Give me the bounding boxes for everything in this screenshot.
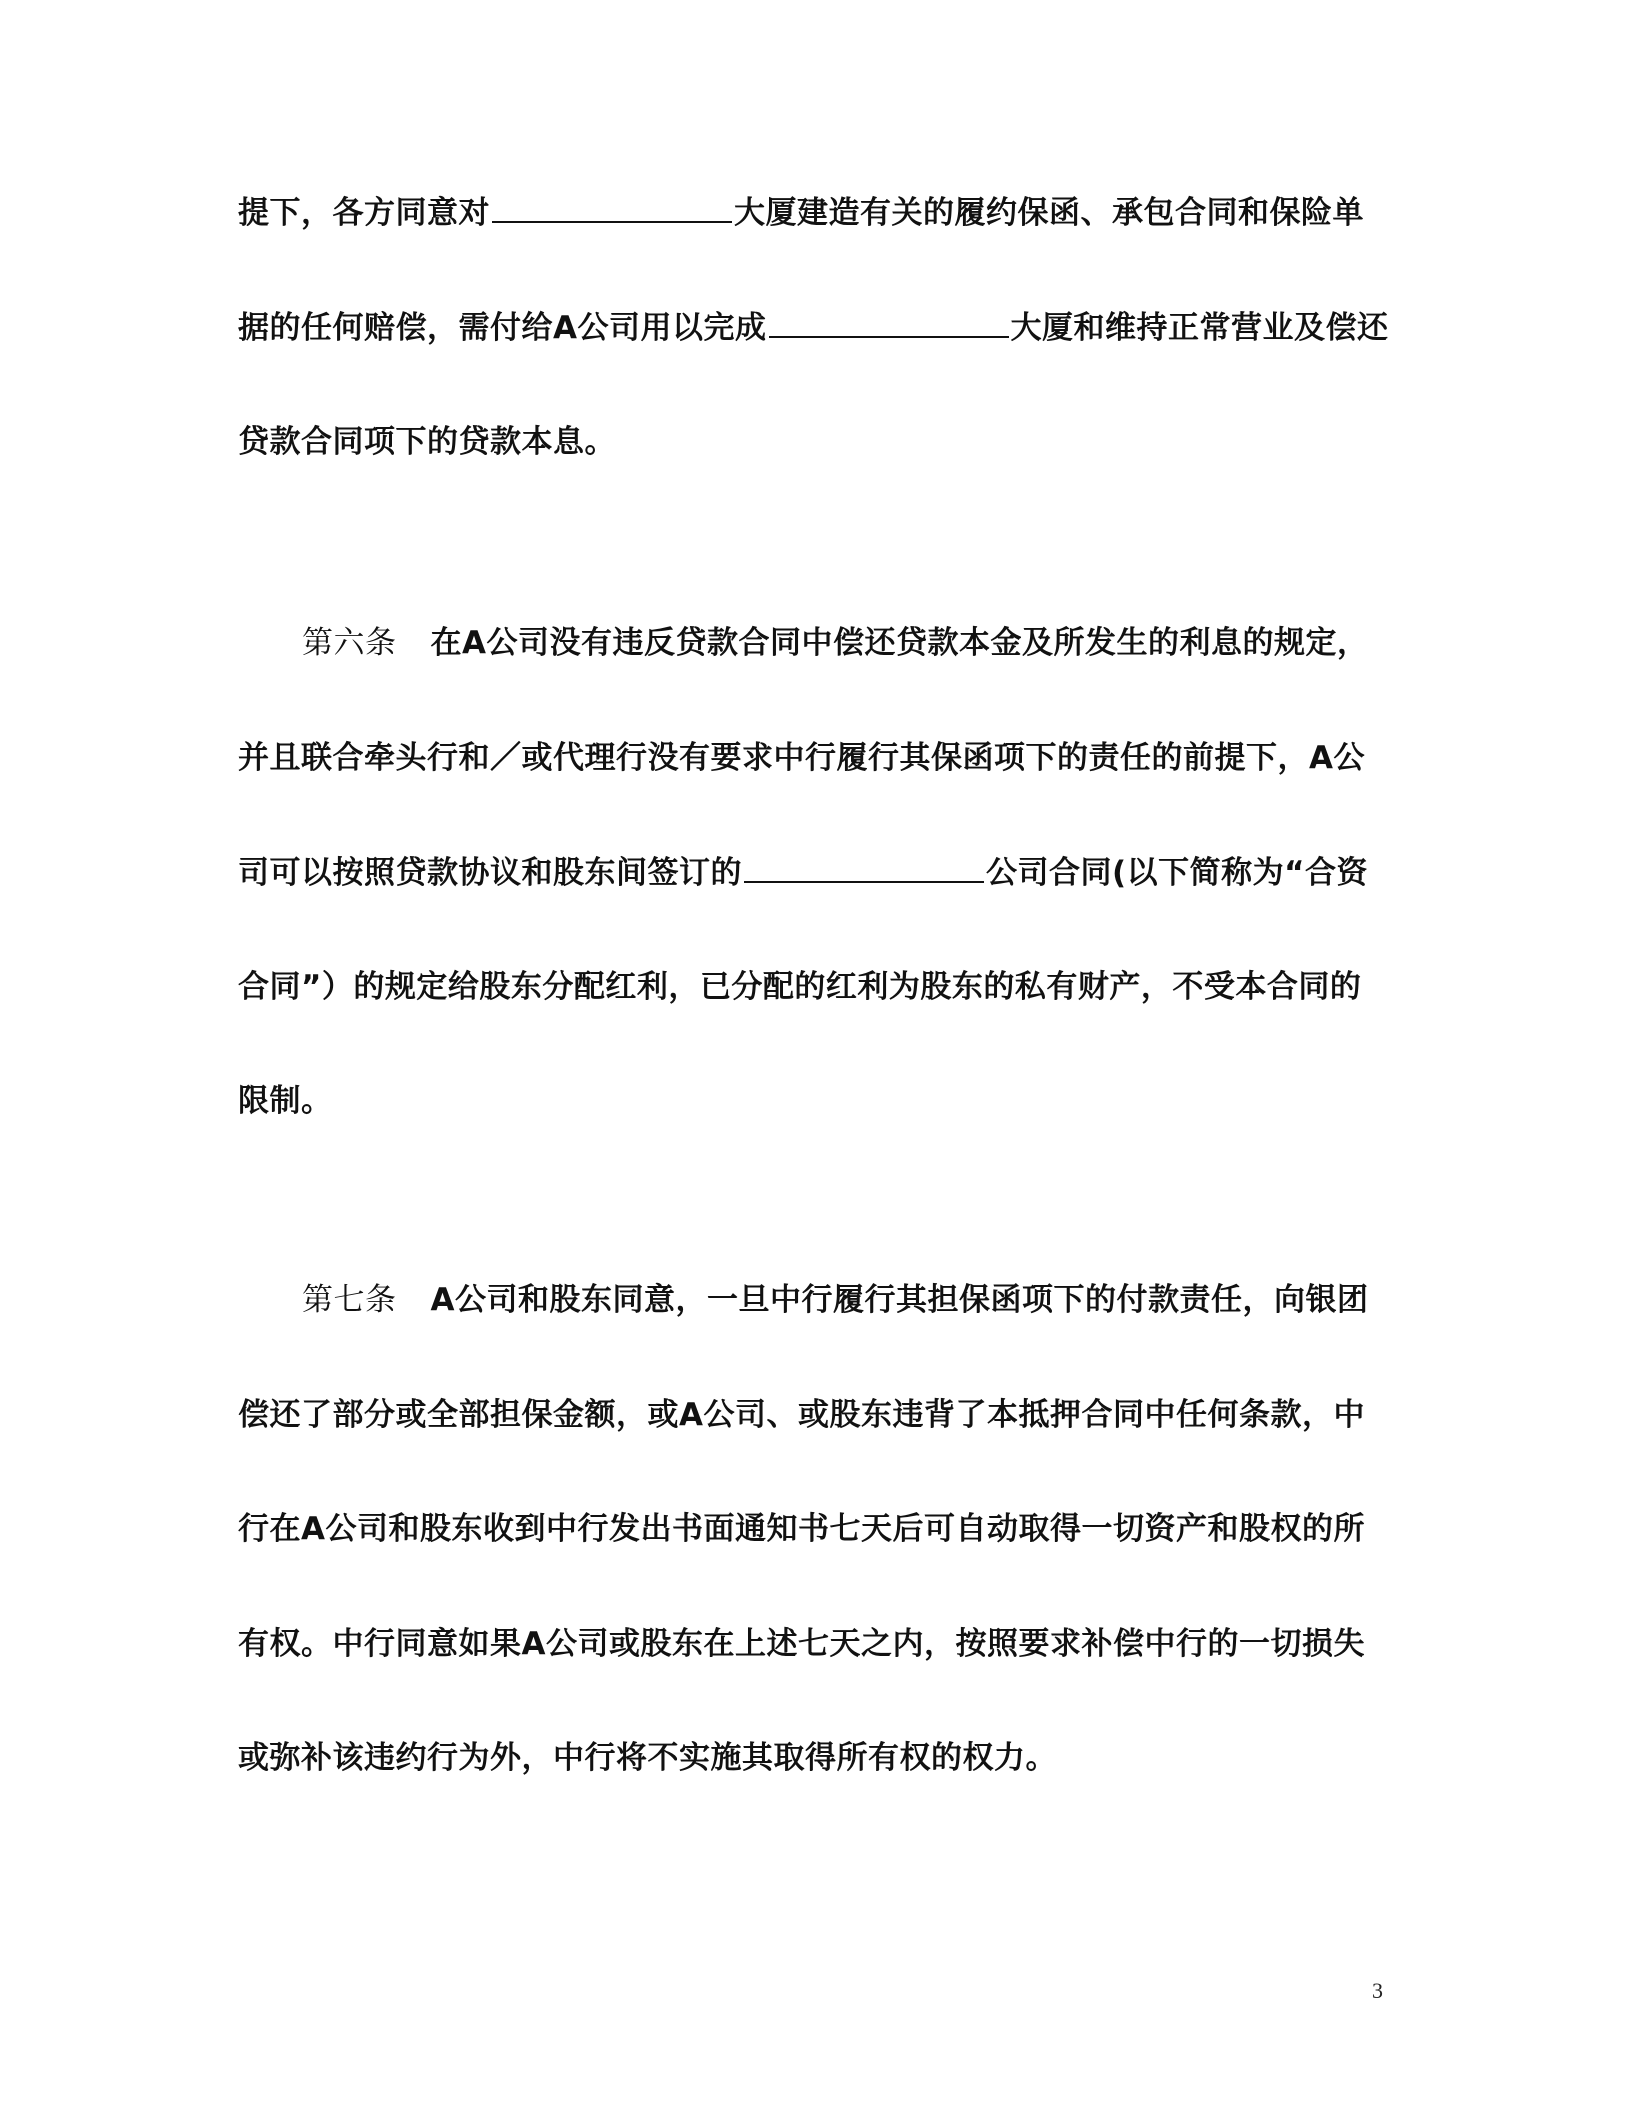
article-5-line-2 bbox=[238, 308, 1388, 348]
article-6-line-1-text: 在A公司没有违反贷款合同中偿还贷款本金及所发生的利息的规定， bbox=[430, 625, 1369, 661]
article-7-line-3: 行在A公司和股东收到中行发出书面通知书七天后可自动取得一切资产和股权的所 bbox=[238, 1511, 1365, 1547]
article-7-label: 第七条 bbox=[302, 1282, 397, 1318]
article-6-line-3 bbox=[238, 853, 1388, 893]
article-7-line-1 bbox=[302, 1280, 1452, 1320]
article-7-line-4: 有权。中行同意如果A公司或股东在上述七天之内，按照要求补偿中行的一切损失 bbox=[238, 1626, 1365, 1662]
article-5-line-1-text-a: 提下，各方同意对 bbox=[238, 195, 490, 231]
article-5-line-1-text-b: 大厦建造有关的履约保函、承包合同和保险单 bbox=[734, 195, 1364, 231]
article-5-line-2-text-a: 据的任何赔偿，需付给A公司用以完成 bbox=[238, 310, 767, 346]
article-6-line-4: 合同”）的规定给股东分配红利，已分配的红利为股东的私有财产，不受本合同的 bbox=[238, 969, 1362, 1005]
article-6-line-1 bbox=[302, 623, 1452, 663]
page-number: 3 bbox=[1372, 1978, 1383, 2003]
article-7-line-5: 或弥补该违约行为外，中行将不实施其取得所有权的权力。 bbox=[238, 1740, 1057, 1776]
article-5-line-2-text-b: 大厦和维持正常营业及偿还 bbox=[1010, 310, 1389, 346]
article-5-line-1 bbox=[238, 193, 1388, 233]
article-6-line-2: 并且联合牵头行和／或代理行没有要求中行履行其保函项下的责任的前提下，A公 bbox=[238, 740, 1365, 776]
article-6-line-5: 限制。 bbox=[238, 1083, 333, 1119]
article-5-line-3: 贷款合同项下的贷款本息。 bbox=[238, 424, 616, 460]
article-6-line-3-text-b: 公司合同(以下简称为“合资 bbox=[986, 855, 1369, 891]
article-7-line-2: 偿还了部分或全部担保金额，或A公司、或股东违背了本抵押合同中任何条款，中 bbox=[238, 1397, 1365, 1433]
fill-in-blank-building-name-2[interactable] bbox=[769, 310, 1009, 338]
article-6-label: 第六条 bbox=[302, 625, 397, 661]
fill-in-blank-building-name-1[interactable] bbox=[492, 195, 732, 223]
article-7-line-1-text: A公司和股东同意，一旦中行履行其担保函项下的付款责任，向银团 bbox=[430, 1282, 1369, 1318]
fill-in-blank-company-name[interactable] bbox=[744, 855, 984, 883]
article-6-line-3-text-a: 司可以按照贷款协议和股东间签订的 bbox=[238, 855, 742, 891]
